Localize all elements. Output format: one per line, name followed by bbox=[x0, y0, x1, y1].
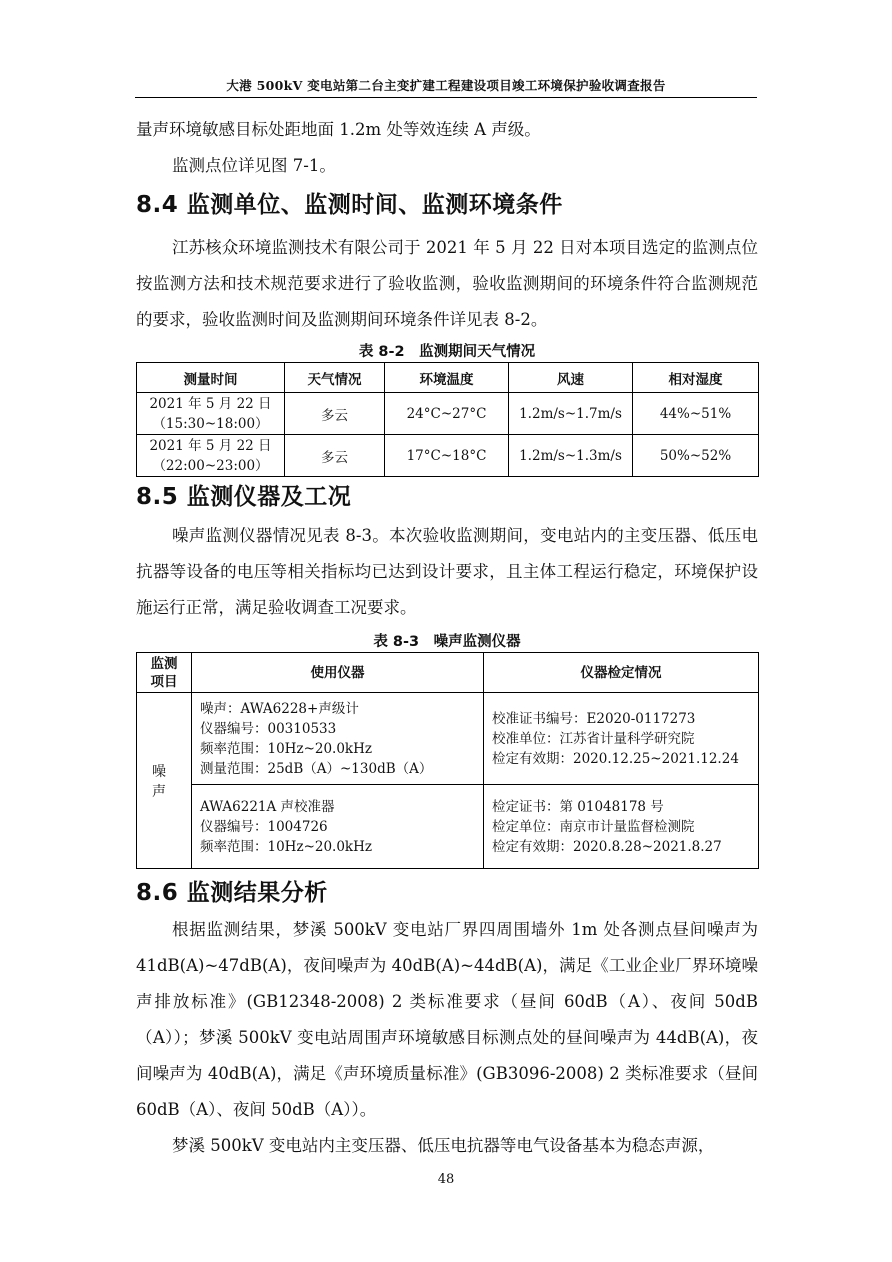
column-header-item bbox=[137, 653, 192, 693]
temperature-cell: 17°C~18°C bbox=[385, 435, 509, 477]
instrument-line: 测量范围：25dB（A）~130dB（A） bbox=[200, 760, 433, 777]
column-header: 天气情况 bbox=[285, 363, 385, 393]
calibration-line: 检定单位：南京市计量监督检测院 bbox=[492, 818, 695, 835]
temperature-cell: 24°C~27°C bbox=[385, 393, 509, 435]
date-text: 2021 年 5 月 22 日 bbox=[149, 395, 272, 412]
instrument-table bbox=[136, 652, 759, 869]
section-heading-8-6: 8.6 监测结果分析 bbox=[136, 880, 328, 906]
period-text: （15:30~18:00） bbox=[152, 415, 269, 432]
humidity-cell: 44%~51% bbox=[633, 393, 759, 435]
calibration-line: 校准证书编号：E2020-0117273 bbox=[492, 710, 696, 727]
table-row bbox=[137, 693, 759, 785]
column-header: 相对湿度 bbox=[633, 363, 759, 393]
table-row bbox=[137, 393, 759, 435]
instrument-line: AWA6221A 声校准器 bbox=[200, 798, 335, 815]
page-number: 48 bbox=[437, 1172, 455, 1187]
weather-cell: 多云 bbox=[285, 435, 385, 477]
instrument-line: 频率范围：10Hz~20.0kHz bbox=[200, 838, 372, 855]
date-text: 2021 年 5 月 22 日 bbox=[149, 437, 272, 454]
paragraph-measurement-note: 量声环境敏感目标处距地面 1.2m 处等效连续 A 声级。 bbox=[136, 120, 541, 139]
paragraph-monitoring-points: 监测点位详见图 7-1。 bbox=[172, 156, 336, 175]
section-heading-8-5: 8.5 监测仪器及工况 bbox=[136, 484, 352, 510]
instrument-cell bbox=[192, 785, 484, 869]
time-cell bbox=[137, 393, 285, 435]
weather-table bbox=[136, 362, 759, 477]
running-header: 大港 500kV 变电站第二台主变扩建工程建设项目竣工环境保护验收调查报告 bbox=[226, 78, 666, 93]
instrument-line: 噪声：AWA6228+声级计 bbox=[200, 700, 359, 717]
paragraph-results-analysis: 根据监测结果，梦溪 500kV 变电站厂界四周围墙外 1m 处各测点昼间噪声为 41dB(A)~47dB(A)，夜间噪声为 40dB(A)~44dB(A)，满足《工业企业厂界环境噪声排放标准》(GB12348-2008) 2 类标准要求（昼间 60dB（A）、夜间 50dB（A））；梦溪 500kV 变电站周围声环境敏感目标测点处的昼间噪声为 44dB(A)，夜间噪声为 40dB(A)，满足《声环境质量标准》(GB3096-2008) 2 类标准要求（昼间 60dB（A）、夜间 50dB（A））。 bbox=[136, 920, 758, 1119]
column-header: 风速 bbox=[509, 363, 633, 393]
column-header-calibration: 仪器检定情况 bbox=[484, 653, 759, 693]
header-line: 监测 bbox=[150, 655, 178, 672]
column-header-instrument: 使用仪器 bbox=[192, 653, 484, 693]
header-line: 项目 bbox=[150, 673, 178, 690]
instrument-line: 仪器编号：00310533 bbox=[200, 720, 337, 737]
paragraph-steady-sources: 梦溪 500kV 变电站内主变压器、低压电抗器等电气设备基本为稳态声源， bbox=[172, 1136, 715, 1155]
paragraph-monitoring-unit: 江苏核众环境监测技术有限公司于 2021 年 5 月 22 日对本项目选定的监测点位按监测方法和技术规范要求进行了验收监测，验收监测期间的环境条件符合监测规范的要求，验收监测时间及监测期间环境条件详见表 8-2。 bbox=[136, 238, 758, 329]
monitoring-item-cell: 噪 声 bbox=[137, 693, 192, 869]
table-row bbox=[137, 785, 759, 869]
table-8-3-caption: 表 8-3 噪声监测仪器 bbox=[373, 634, 521, 650]
calibration-line: 检定有效期：2020.12.25~2021.12.24 bbox=[492, 750, 739, 767]
calibration-cell bbox=[484, 785, 759, 869]
weather-cell: 多云 bbox=[285, 393, 385, 435]
instrument-line: 频率范围：10Hz~20.0kHz bbox=[200, 740, 372, 757]
instrument-line: 仪器编号：1004726 bbox=[200, 818, 328, 835]
table-8-2-caption: 表 8-2 监测期间天气情况 bbox=[358, 344, 536, 360]
time-cell bbox=[137, 435, 285, 477]
calibration-line: 检定证书：第 01048178 号 bbox=[492, 798, 664, 815]
table-header-row bbox=[137, 363, 759, 393]
calibration-cell bbox=[484, 693, 759, 785]
calibration-line: 检定有效期：2020.8.28~2021.8.27 bbox=[492, 838, 722, 855]
period-text: （22:00~23:00） bbox=[152, 457, 269, 474]
column-header: 环境温度 bbox=[385, 363, 509, 393]
table-row bbox=[137, 435, 759, 477]
wind-speed-cell: 1.2m/s~1.3m/s bbox=[509, 435, 633, 477]
header-rule bbox=[135, 97, 757, 98]
calibration-line: 校准单位：江苏省计量科学研究院 bbox=[492, 730, 695, 747]
humidity-cell: 50%~52% bbox=[633, 435, 759, 477]
instrument-cell bbox=[192, 693, 484, 785]
paragraph-instrument-conditions: 噪声监测仪器情况见表 8-3。本次验收监测期间，变电站内的主变压器、低压电抗器等设备的电压等相关指标均已达到设计要求，且主体工程运行稳定，环境保护设施运行正常，满足验收调查工况要求。 bbox=[136, 526, 758, 617]
section-heading-8-4: 8.4 监测单位、监测时间、监测环境条件 bbox=[136, 192, 563, 218]
table-header-row bbox=[137, 653, 759, 693]
wind-speed-cell: 1.2m/s~1.7m/s bbox=[509, 393, 633, 435]
column-header: 测量时间 bbox=[137, 363, 285, 393]
